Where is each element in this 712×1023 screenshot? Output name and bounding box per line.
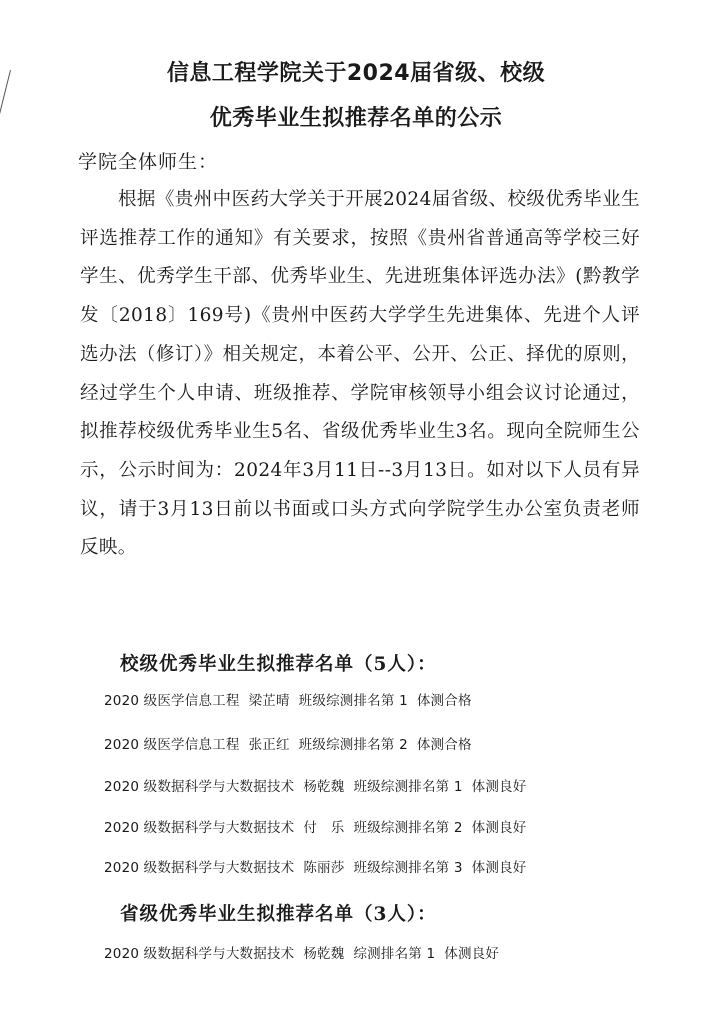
entry-rank: 班级综测排名第 2 [298,737,408,753]
entry-major: 2020 级医学信息工程 [104,693,240,709]
entry-name: 付 乐 [303,820,345,836]
salutation: 学院全体师生： [78,151,219,173]
entry-rank: 班级综测排名第 1 [353,779,463,795]
entry-pe: 体测良好 [471,820,527,836]
school-list-entry [104,689,472,709]
entry-pe: 体测良好 [471,779,527,795]
entry-pe: 体测合格 [416,737,472,753]
entry-pe: 体测合格 [416,693,472,709]
entry-major: 2020 级数据科学与大数据技术 [104,779,295,795]
entry-name: 张正红 [248,737,290,753]
entry-rank: 综测排名第 1 [353,946,436,962]
entry-name: 杨乾魏 [303,946,345,962]
entry-name: 梁芷晴 [248,693,290,709]
notice-body: 根据《贵州中医药大学关于开展2024届省级、校级优秀毕业生评选推荐工作的通知》有关要求，按照《贵州省普通高等学校三好学生、优秀学生干部、优秀毕业生、先进班集体评选办法》(黔教学发〔2018〕169号)《贵州中医药大学学生先进集体、先进个人评选办法（修订）》相关规定，本着公平、公开、公正、择优的原则，经过学生个人申请、班级推荐、学院审核领导小组会议讨论通过，拟推荐校级优秀毕业生5名、省级优秀毕业生3名。现向全院师生公示，公示时间为：2024年3月11日--3月13日。如对以下人员有异议，请于3月13日前以书面或口头方式向学院学生办公室负责老师反映。 [80,189,640,559]
entry-pe: 体测良好 [471,860,527,876]
school-list-entry [104,733,472,753]
notice-title-line-2: 优秀毕业生拟推荐名单的公示 [209,106,503,131]
entry-name: 陈丽莎 [303,860,345,876]
entry-major: 2020 级数据科学与大数据技术 [104,860,295,876]
province-list-heading: 省级优秀毕业生拟推荐名单（3人）： [120,904,437,925]
entry-rank: 班级综测排名第 1 [298,693,408,709]
school-list-heading: 校级优秀毕业生拟推荐名单（5人）： [120,654,437,675]
entry-major: 2020 级医学信息工程 [104,737,240,753]
entry-pe: 体测良好 [444,946,500,962]
entry-major: 2020 级数据科学与大数据技术 [104,946,295,962]
school-list-entry [104,856,526,876]
notice-title-line-1: 信息工程学院关于2024届省级、校级 [166,61,546,86]
entry-major: 2020 级数据科学与大数据技术 [104,820,295,836]
entry-rank: 班级综测排名第 3 [353,860,463,876]
entry-rank: 班级综测排名第 2 [353,820,463,836]
province-list-entry [104,942,499,962]
school-list-entry [104,775,526,795]
entry-name: 杨乾魏 [303,779,345,795]
school-list-entry [104,816,526,836]
